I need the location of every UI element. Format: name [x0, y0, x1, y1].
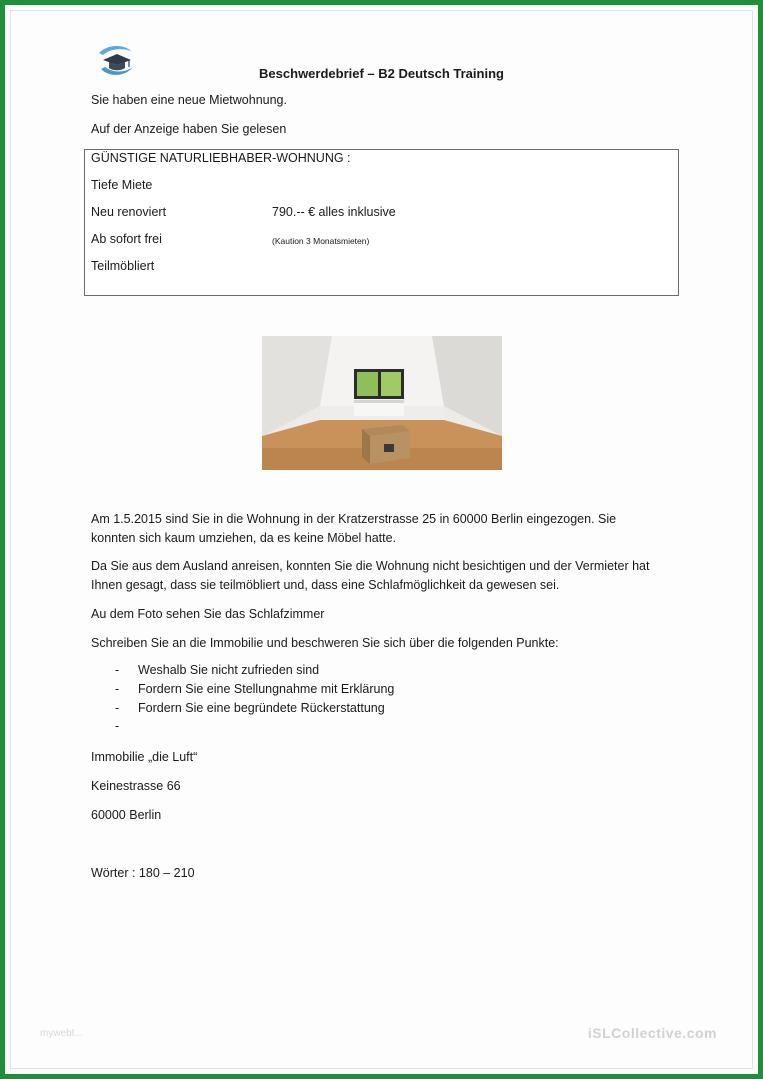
ad-label-available: Ab sofort frei	[91, 232, 162, 246]
paragraph-3: Au dem Foto sehen Sie das Schlafzimmer	[91, 607, 325, 621]
ad-label-rent: Tiefe Miete	[91, 178, 153, 192]
address-street: Keinestrasse 66	[91, 779, 181, 793]
ad-label-renovated: Neu renoviert	[91, 205, 167, 219]
intro-line-2: Auf der Anzeige haben Sie gelesen	[91, 122, 287, 136]
intro-line-1: Sie haben eine neue Mietwohnung.	[91, 93, 287, 107]
bullet-marker: -	[115, 701, 120, 715]
paragraph-1-line-2: konnten sich kaum umziehen, da es keine Möbel hatte.	[91, 531, 397, 545]
list-item: Weshalb Sie nicht zufrieden sind	[138, 663, 320, 677]
empty-bedroom-photo	[262, 336, 502, 470]
bullet-marker: -	[115, 663, 120, 677]
ad-label-furnished: Teilmöbliert	[91, 259, 155, 273]
list-item: Fordern Sie eine Stellungnahme mit Erklärung	[138, 682, 395, 696]
ad-value-price: 790.-- € alles inklusive	[272, 205, 396, 219]
paragraph-2-line-2: Ihnen gesagt, dass sie teilmöbliert und, dass eine Schlafmöglichkeit da gewesen sei.	[91, 578, 560, 592]
advertisement-box	[84, 149, 679, 296]
address-name: Immobilie „die Luft“	[91, 750, 198, 764]
paragraph-2-line-1: Da Sie aus dem Ausland anreisen, konnten Sie die Wohnung nicht besichtigen und der Vermieter hat	[91, 559, 650, 573]
ad-value-deposit: (Kaution 3 Monatsmieten)	[272, 236, 370, 246]
document-title: Beschwerdebrief – B2 Deutsch Training	[259, 66, 504, 81]
paragraph-4: Schreiben Sie an die Immobilie und beschweren Sie sich über die folgenden Punkte:	[91, 636, 559, 650]
bullet-marker: -	[115, 682, 120, 696]
word-count: Wörter : 180 – 210	[91, 866, 195, 880]
ad-heading: GÜNSTIGE NATURLIEBHABER-WOHNUNG :	[91, 151, 351, 165]
bullet-marker: -	[115, 719, 120, 733]
address-city: 60000 Berlin	[91, 808, 162, 822]
list-item: Fordern Sie eine begründete Rückerstattung	[138, 701, 385, 715]
watermark-islcollective: iSLCollective.com	[587, 1025, 717, 1041]
watermark-left: mywebt...	[40, 1028, 83, 1039]
paragraph-1-line-1: Am 1.5.2015 sind Sie in die Wohnung in der Kratzerstrasse 25 in 60000 Berlin eingezogen. Sie	[91, 512, 617, 526]
